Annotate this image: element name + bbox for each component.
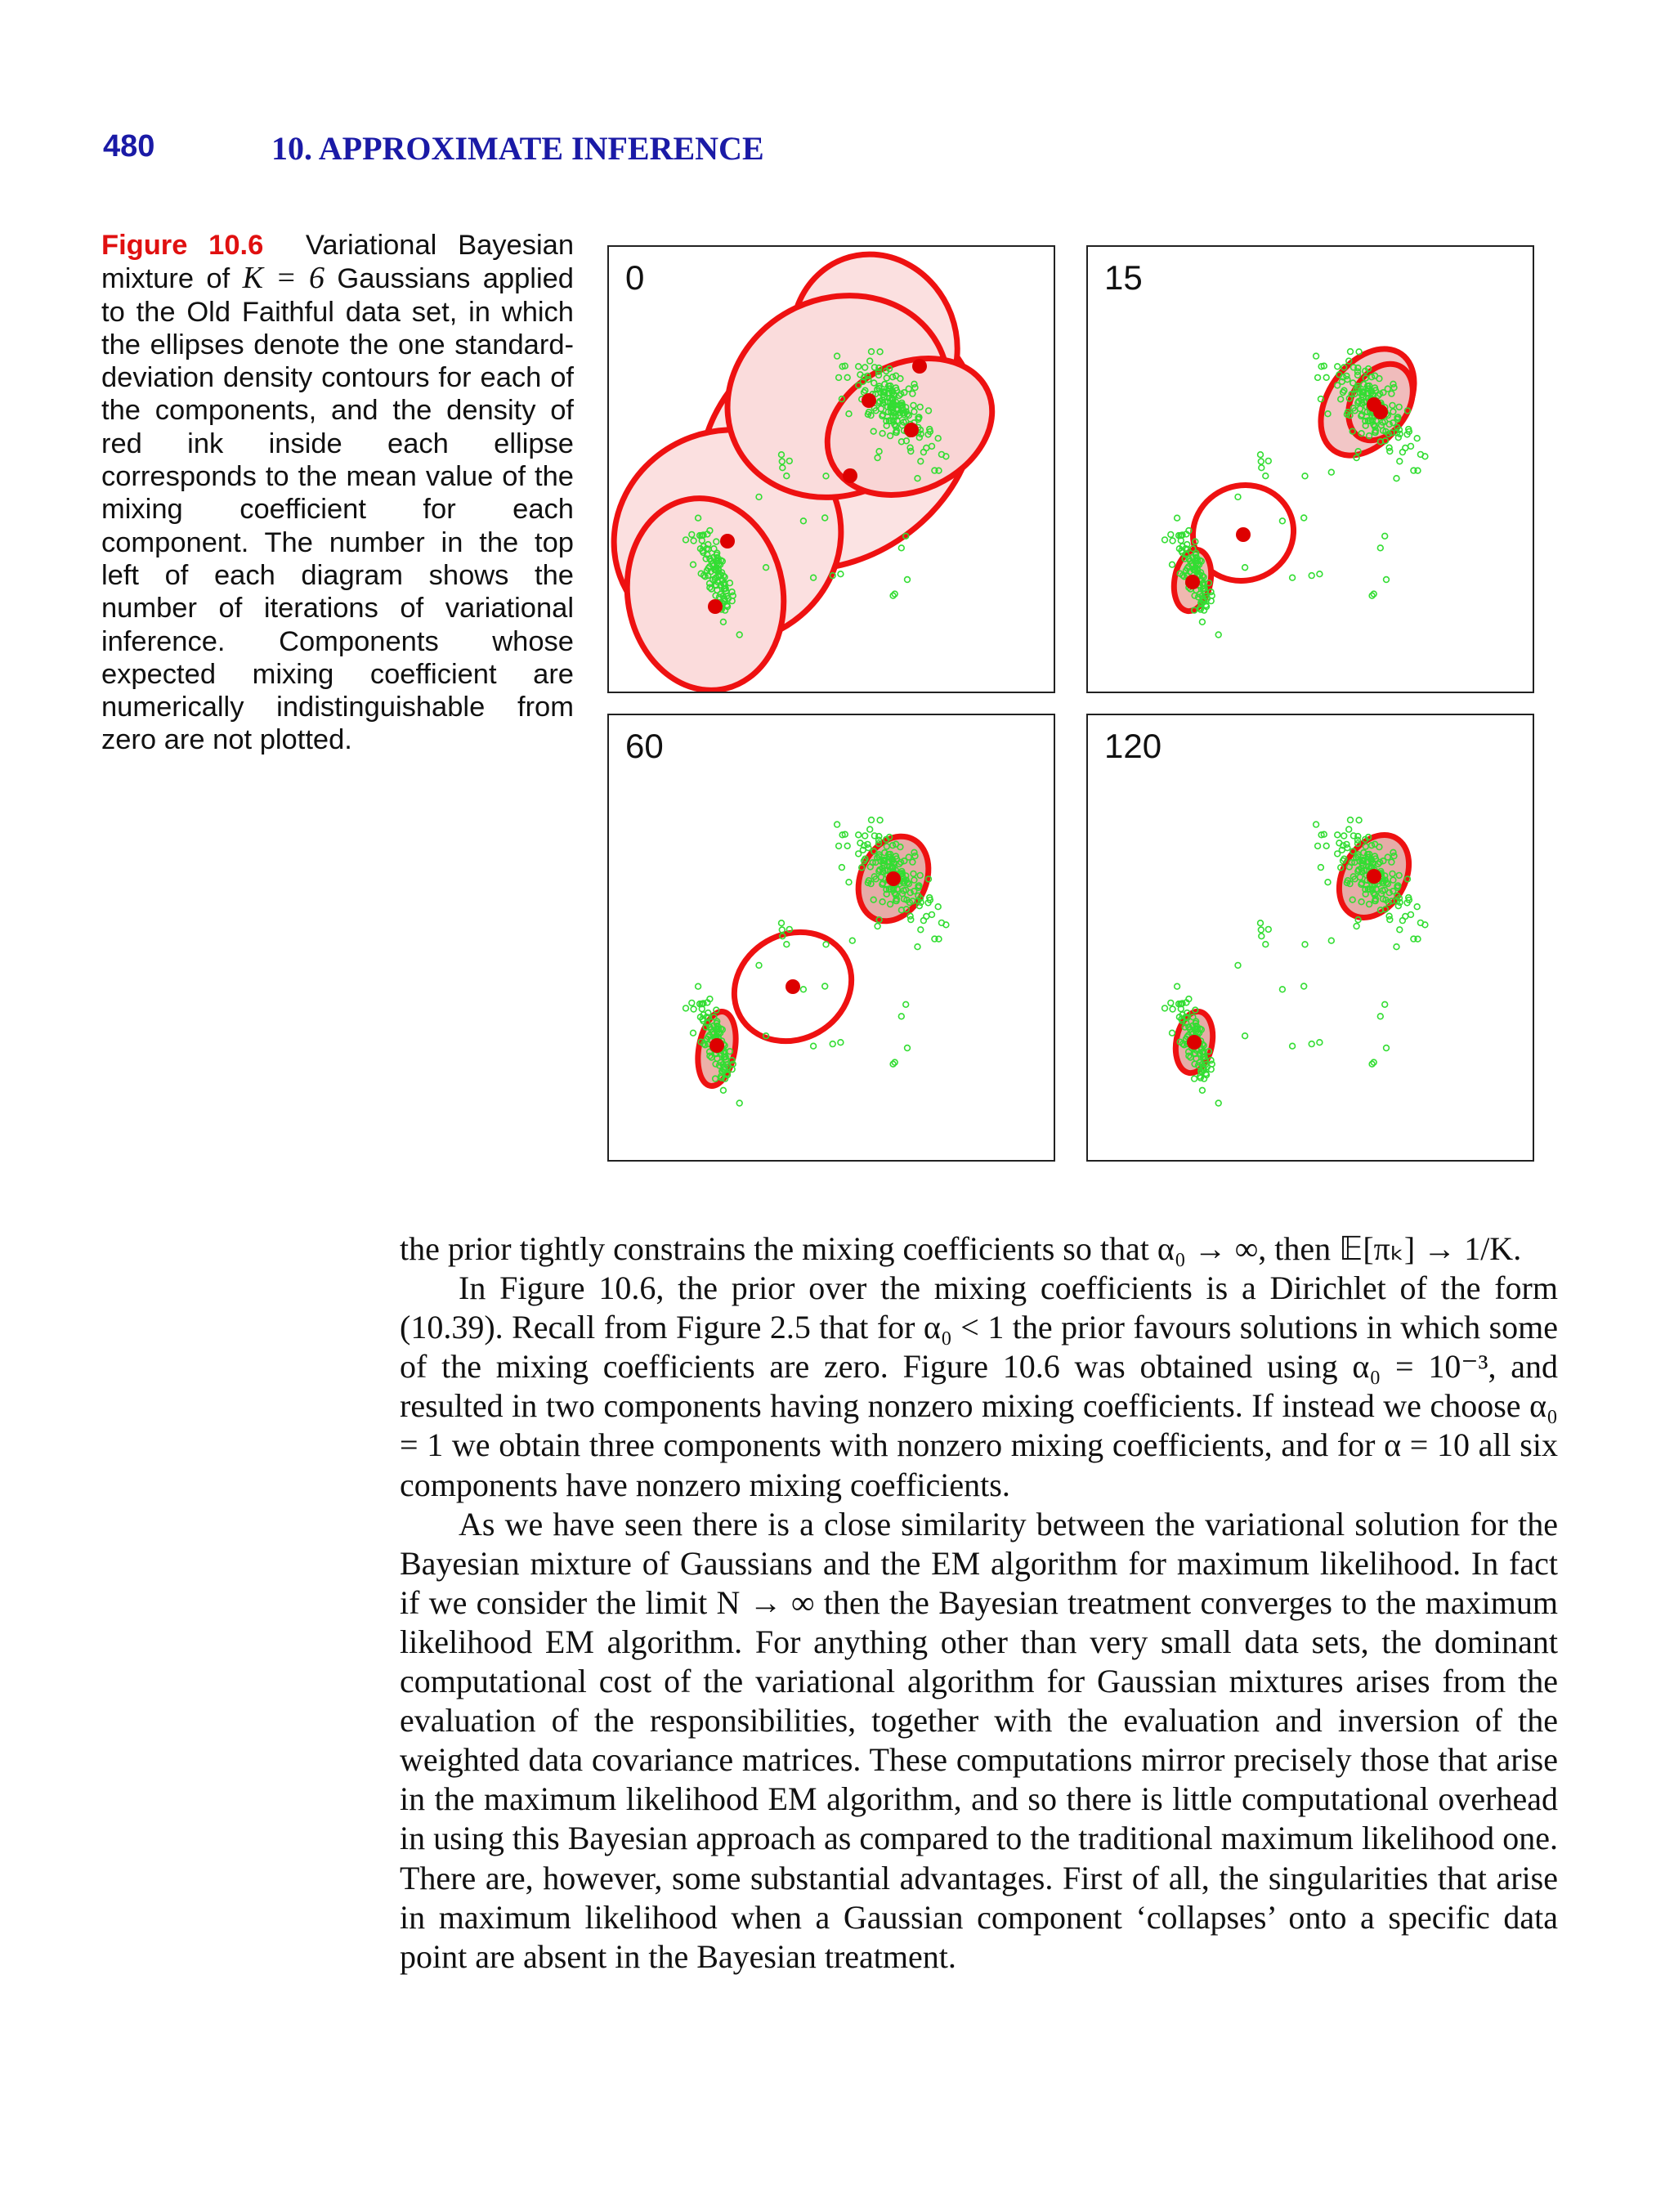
data-point — [1335, 832, 1341, 838]
data-point — [830, 1041, 835, 1047]
data-point — [1309, 573, 1314, 579]
data-point — [1259, 934, 1264, 939]
data-point — [844, 843, 850, 849]
data-point — [1315, 375, 1321, 381]
iteration-label: 120 — [1104, 727, 1162, 765]
data-point — [689, 1001, 695, 1006]
data-point — [1170, 1030, 1175, 1036]
data-point — [1328, 938, 1334, 943]
data-point — [1290, 1043, 1296, 1049]
data-points — [1162, 817, 1428, 1106]
data-point — [1280, 987, 1286, 992]
data-point — [862, 833, 868, 839]
data-point — [1397, 459, 1403, 464]
data-point — [877, 817, 883, 823]
data-point — [1356, 817, 1362, 823]
data-point — [839, 865, 845, 871]
data-point — [935, 904, 941, 910]
data-point — [1377, 1014, 1383, 1019]
data-point — [921, 918, 927, 924]
data-point — [905, 1046, 911, 1051]
data-point — [1335, 851, 1341, 857]
data-point — [1348, 349, 1354, 355]
data-point — [898, 1014, 904, 1019]
plot-panel-iter-120 — [1086, 714, 1534, 1162]
data-point — [1175, 515, 1180, 521]
data-point — [1328, 469, 1334, 475]
data-point — [1384, 1046, 1390, 1051]
plot-canvas — [1088, 247, 1534, 693]
chapter-title: 10. APPROXIMATE INFERENCE — [271, 130, 764, 167]
figure-label: Figure 10.6 — [101, 230, 264, 261]
data-point — [1397, 927, 1403, 933]
component-center — [912, 359, 927, 374]
data-point — [1394, 944, 1399, 950]
data-point — [849, 938, 855, 943]
data-point — [1265, 927, 1271, 933]
component-center — [708, 599, 723, 614]
data-point — [1318, 865, 1324, 871]
data-point — [1314, 822, 1319, 827]
component-center — [1187, 1035, 1202, 1050]
plot-panel-iter-0 — [607, 245, 1055, 693]
data-point — [835, 822, 840, 827]
data-point — [1302, 473, 1308, 479]
data-point — [1344, 842, 1349, 848]
data-point — [1162, 1005, 1168, 1011]
data-point — [1192, 1076, 1197, 1081]
data-point — [1309, 1041, 1314, 1047]
data-point — [1382, 1001, 1388, 1007]
data-point — [1259, 465, 1264, 471]
data-point — [1200, 1087, 1206, 1093]
iteration-label: 0 — [625, 258, 645, 297]
component-center — [843, 468, 857, 483]
data-point — [1400, 450, 1406, 455]
data-point — [1377, 545, 1383, 551]
data-point — [1200, 619, 1206, 625]
component-center — [786, 979, 800, 994]
data-point — [1346, 826, 1352, 832]
data-point — [1325, 880, 1331, 885]
data-point — [736, 1100, 742, 1106]
data-point — [683, 1005, 689, 1011]
data-point — [1242, 1033, 1248, 1039]
data-point — [1302, 942, 1308, 947]
data-point — [836, 844, 842, 849]
plot-canvas — [1088, 715, 1534, 1162]
data-point — [1258, 920, 1264, 926]
data-point — [1387, 917, 1393, 923]
data-point — [1323, 374, 1329, 380]
data-point — [846, 880, 852, 885]
data-point — [1170, 562, 1175, 567]
data-point — [875, 924, 880, 929]
data-point — [918, 927, 924, 933]
data-point — [811, 1043, 817, 1049]
data-point — [1400, 918, 1406, 924]
data-point — [929, 912, 935, 918]
data-point — [1354, 924, 1359, 929]
component-center — [720, 534, 735, 549]
data-point — [856, 851, 862, 857]
data-point — [1317, 1040, 1323, 1046]
data-point — [865, 842, 871, 848]
caption-text-end: Gaussians applied to the Old Faithful data set, in which the ellipses denote the one standard-deviation density contours for each of the components, and the density of red ink inside each ellipse corresponds to the mean value of the mixing coefficient for each component. The number in the top left of each diagram shows the number of iterations of variational inference. Components whose expected mixing coefficient are numerically indistinguishable from zero are not plotted. — [101, 263, 574, 756]
component-center — [1367, 869, 1381, 884]
data-point — [1170, 1006, 1175, 1012]
plot-canvas — [609, 247, 1055, 693]
data-point — [691, 1006, 696, 1012]
data-point — [908, 917, 914, 923]
data-point — [1265, 459, 1271, 464]
data-point — [903, 1001, 909, 1007]
data-point — [1301, 983, 1307, 989]
data-point — [856, 832, 862, 838]
component-center — [862, 393, 876, 408]
data-point — [691, 1030, 696, 1036]
data-point — [867, 826, 873, 832]
data-point — [1335, 364, 1341, 369]
paragraph: As we have seen there is a close similarity between the variational solution for the Bayesian mixture of Gaussians and the EM algorithm for maximum likelihood. In fact if we consider the limit N → ∞ then the Bayesian treatment converges to the maximum likelihood EM algorithm. For anything other than very small data sets, the dominant computational cost of the variational algorithm for Gaussian mixtures arises from the evaluation of the responsibilities, together with the evaluation and inversion of the weighted data covariance matrices. These computations mirror precisely those that arise in the maximum likelihood EM algorithm, and so there is little computational overhead in using this Bayesian approach as compared to the traditional maximum likelihood one. There are, however, some substantial advantages. First of all, the singularities that arise in maximum likelihood when a Gaussian component ‘collapses’ onto a specific data point are absent in the Bayesian treatment. — [400, 1505, 1558, 1975]
component-center — [886, 871, 901, 886]
data-point — [1314, 353, 1319, 359]
component-center — [1185, 575, 1200, 589]
caption-math: K = 6 — [242, 261, 325, 296]
iteration-label: 15 — [1104, 258, 1143, 297]
body-text — [400, 1229, 1558, 1977]
data-point — [1258, 927, 1264, 933]
component-center — [709, 1038, 724, 1053]
data-point — [1384, 577, 1390, 583]
data-point — [1263, 473, 1269, 479]
data-point — [1394, 476, 1399, 481]
data-point — [1315, 844, 1321, 849]
paragraph: the prior tightly constrains the mixing coefficients so that α₀ → ∞, then 𝔼[πₖ] → 1/K. — [400, 1230, 1522, 1267]
data-point — [1323, 843, 1329, 849]
data-point — [915, 944, 920, 950]
component-ellipses — [1171, 822, 1423, 1076]
data-point — [1162, 537, 1168, 543]
figure-caption — [101, 229, 574, 757]
data-point — [1215, 632, 1221, 638]
data-point — [1408, 444, 1414, 450]
data-point — [1170, 538, 1175, 544]
component-ellipses — [609, 247, 1024, 693]
data-point — [1317, 571, 1323, 577]
data-point — [1387, 449, 1393, 454]
component-center — [1373, 405, 1388, 419]
data-point — [1408, 912, 1414, 918]
data-point — [1168, 1001, 1174, 1006]
data-point — [1235, 963, 1241, 969]
data-point — [1414, 436, 1420, 441]
data-points — [1162, 349, 1428, 638]
data-point — [1301, 515, 1307, 521]
component-center — [1236, 527, 1251, 542]
paragraph: In Figure 10.6, the prior over the mixing coefficients is a Dirichlet of the form (10.39). Recall from Figure 2.5 that for α₀ < 1 the prior favours solutions in which some of the mixing coefficients are zero. Figure 10.6 was obtained using α₀ = 10⁻³, and resulted in two components having nonzero mixing coefficients. If instead we choose α₀ = 1 we obtain three components with nonzero mixing coefficients, and for α = 10 all six components have nonzero mixing coefficients. — [400, 1269, 1558, 1503]
data-point — [696, 983, 701, 989]
data-point — [1290, 575, 1296, 580]
plot-canvas — [609, 715, 1055, 1162]
data-point — [1168, 532, 1174, 538]
data-point — [779, 920, 785, 926]
data-point — [1348, 817, 1354, 823]
data-point — [1215, 1100, 1221, 1106]
data-point — [1175, 983, 1180, 989]
data-point — [905, 577, 911, 583]
data-point — [838, 571, 844, 577]
plot-panel-iter-15 — [1086, 245, 1534, 693]
data-point — [869, 817, 875, 823]
page-number: 480 — [103, 129, 155, 163]
data-point — [1258, 459, 1264, 464]
component-ellipses — [1170, 331, 1434, 614]
data-point — [1341, 833, 1347, 839]
data-point — [898, 545, 904, 551]
data-point — [1382, 533, 1388, 539]
data-point — [1414, 904, 1420, 910]
caption-text-start: Variational Bayesian mixture of — [101, 230, 575, 295]
iteration-label: 60 — [625, 727, 664, 765]
data-point — [1258, 452, 1264, 458]
data-point — [838, 1040, 844, 1046]
component-center — [904, 423, 919, 437]
data-point — [721, 1087, 727, 1093]
data-point — [1263, 942, 1269, 947]
data-point — [1355, 837, 1361, 843]
plot-panel-iter-60 — [607, 714, 1055, 1162]
